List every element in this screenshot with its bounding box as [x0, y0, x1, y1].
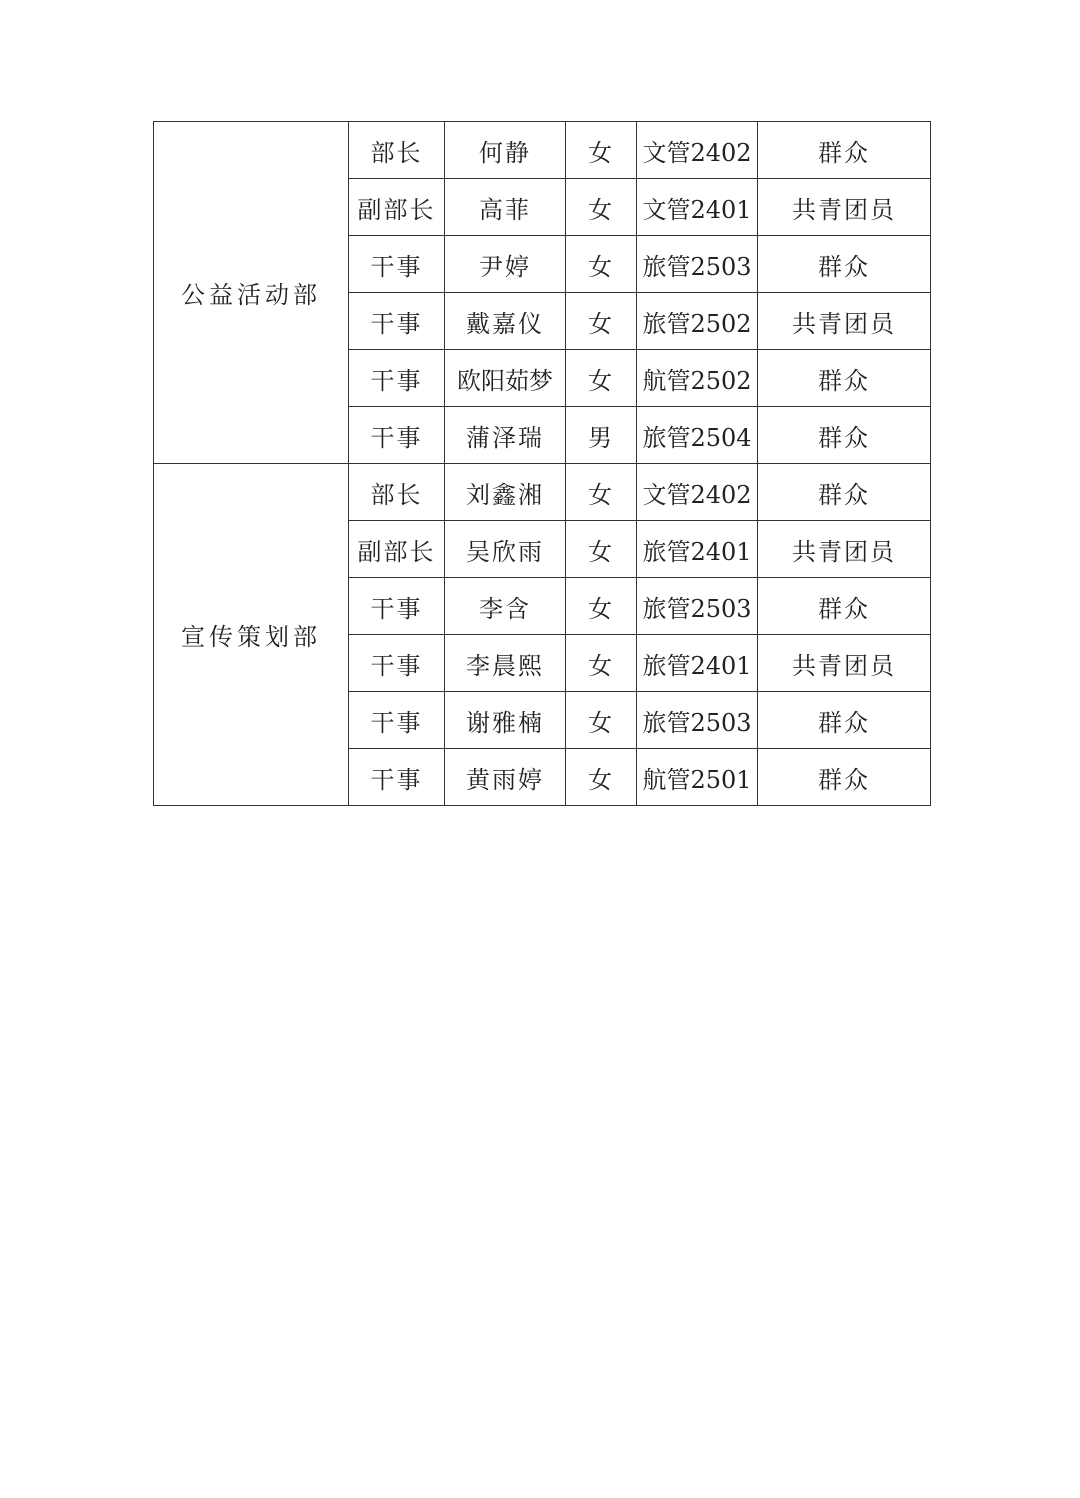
member-name-cell: 蒲泽瑞 [445, 407, 566, 464]
member-name-cell: 李晨熙 [445, 635, 566, 692]
political-status-cell: 群众 [758, 692, 931, 749]
member-name-cell: 欧阳茹梦 [445, 350, 566, 407]
political-status-cell: 群众 [758, 236, 931, 293]
member-name-cell: 何静 [445, 122, 566, 179]
role-cell: 副部长 [349, 521, 445, 578]
political-status-cell: 群众 [758, 578, 931, 635]
role-cell: 部长 [349, 464, 445, 521]
gender-cell: 女 [566, 293, 637, 350]
political-status-cell: 群众 [758, 749, 931, 806]
role-cell: 干事 [349, 350, 445, 407]
table-row [154, 464, 931, 521]
member-name-cell: 戴嘉仪 [445, 293, 566, 350]
class-cell: 旅管2502 [637, 293, 758, 350]
class-cell: 旅管2401 [637, 635, 758, 692]
member-name-cell: 刘鑫湘 [445, 464, 566, 521]
role-cell: 干事 [349, 749, 445, 806]
class-cell: 文管2402 [637, 464, 758, 521]
political-status-cell: 群众 [758, 122, 931, 179]
political-status-cell: 共青团员 [758, 521, 931, 578]
political-status-cell: 群众 [758, 464, 931, 521]
member-name-cell: 吴欣雨 [445, 521, 566, 578]
member-name-cell: 黄雨婷 [445, 749, 566, 806]
political-status-cell: 共青团员 [758, 179, 931, 236]
role-cell: 部长 [349, 122, 445, 179]
member-name-cell: 高菲 [445, 179, 566, 236]
gender-cell: 女 [566, 521, 637, 578]
class-cell: 航管2501 [637, 749, 758, 806]
table-row [154, 122, 931, 179]
gender-cell: 男 [566, 407, 637, 464]
class-cell: 旅管2504 [637, 407, 758, 464]
gender-cell: 女 [566, 692, 637, 749]
class-cell: 旅管2401 [637, 521, 758, 578]
member-name-cell: 谢雅楠 [445, 692, 566, 749]
political-status-cell: 群众 [758, 350, 931, 407]
gender-cell: 女 [566, 578, 637, 635]
role-cell: 干事 [349, 692, 445, 749]
class-cell: 旅管2503 [637, 578, 758, 635]
role-cell: 干事 [349, 293, 445, 350]
class-cell: 文管2401 [637, 179, 758, 236]
political-status-cell: 共青团员 [758, 293, 931, 350]
role-cell: 干事 [349, 236, 445, 293]
member-name-cell: 李含 [445, 578, 566, 635]
gender-cell: 女 [566, 179, 637, 236]
class-cell: 航管2502 [637, 350, 758, 407]
gender-cell: 女 [566, 236, 637, 293]
department-name-cell: 公益活动部 [154, 122, 349, 464]
department-name-cell: 宣传策划部 [154, 464, 349, 806]
member-roster-table [153, 121, 931, 806]
gender-cell: 女 [566, 122, 637, 179]
role-cell: 干事 [349, 635, 445, 692]
gender-cell: 女 [566, 635, 637, 692]
class-cell: 旅管2503 [637, 692, 758, 749]
role-cell: 副部长 [349, 179, 445, 236]
gender-cell: 女 [566, 350, 637, 407]
political-status-cell: 共青团员 [758, 635, 931, 692]
gender-cell: 女 [566, 464, 637, 521]
gender-cell: 女 [566, 749, 637, 806]
class-cell: 旅管2503 [637, 236, 758, 293]
role-cell: 干事 [349, 407, 445, 464]
class-cell: 文管2402 [637, 122, 758, 179]
political-status-cell: 群众 [758, 407, 931, 464]
role-cell: 干事 [349, 578, 445, 635]
member-name-cell: 尹婷 [445, 236, 566, 293]
